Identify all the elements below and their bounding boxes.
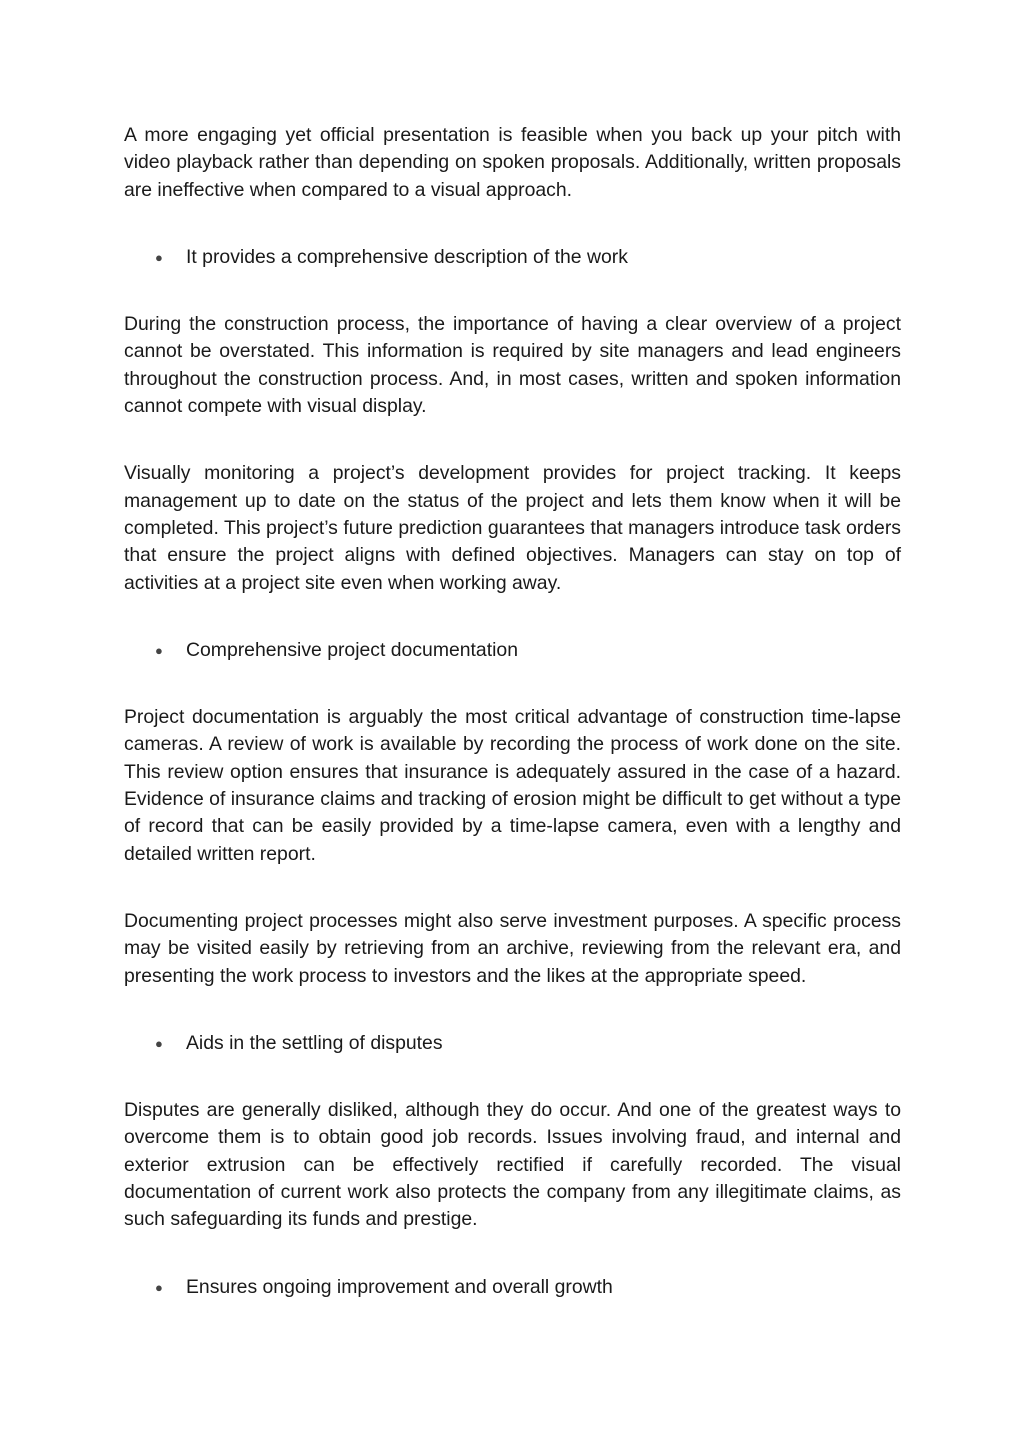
bullet-item-disputes (124, 1030, 901, 1057)
bullet-icon: ● (155, 249, 163, 265)
paragraph-project-tracking: Visually monitoring a project’s development provides for project tracking. It keeps management up to date on the status of the project and lets them know when it will be completed. This project’s future prediction guarantees that managers introduce task orders that ensure the project aligns with defined objectives. Managers can stay on top of activities at a project site even when working away. (124, 462, 901, 594)
paragraph-construction-overview: During the construction process, the importance of having a clear overview of a project cannot be overstated. This information is required by site managers and lead engineers throughout the construction process. And, in most cases, written and spoken information cannot compete with visual display. (124, 313, 901, 418)
bullet-item-documentation (124, 637, 901, 664)
bullet-item-description (124, 244, 901, 271)
bullet-icon: ● (155, 1279, 163, 1295)
paragraph-disputes: Disputes are generally disliked, although they do occur. And one of the greatest ways to overcome them is to obtain good job records. Issues involving fraud, and internal and exterior extrusion can be effectively rectified if carefully recorded. The visual documentation of current work also protects the company from any illegitimate claims, as such safeguarding its funds and prestige. (124, 1099, 901, 1231)
bullet-item-label: Aids in the settling of disputes (186, 1031, 443, 1054)
bullet-icon: ● (155, 1035, 163, 1051)
bullet-icon: ● (155, 642, 163, 658)
document-body (124, 122, 901, 1341)
bullet-item-improvement (124, 1274, 901, 1301)
paragraph-documentation-advantage: Project documentation is arguably the most critical advantage of construction time-lapse cameras. A review of work is available by recording the process of work done on the site. This review option ensures that insurance is adequately assured in the case of a hazard. Evidence of insurance claims and tracking of erosion might be difficult to get without a type of record that can be easily provided by a time-lapse camera, even with a lengthy and detailed written report. (124, 706, 901, 865)
paragraph-video-pitch: A more engaging yet official presentation is feasible when you back up your pitch with video playback rather than depending on spoken proposals. Additionally, written proposals are ineffective when compared to a visual approach. (124, 124, 901, 201)
bullet-item-label: It provides a comprehensive description of the work (186, 245, 628, 268)
bullet-item-label: Comprehensive project documentation (186, 638, 518, 661)
paragraph-investment-purposes: Documenting project processes might also serve investment purposes. A specific process may be visited easily by retrieving from an archive, reviewing from the relevant era, and presenting the work process to investors and the likes at the appropriate speed. (124, 909, 901, 987)
bullet-item-label: Ensures ongoing improvement and overall growth (186, 1275, 613, 1298)
